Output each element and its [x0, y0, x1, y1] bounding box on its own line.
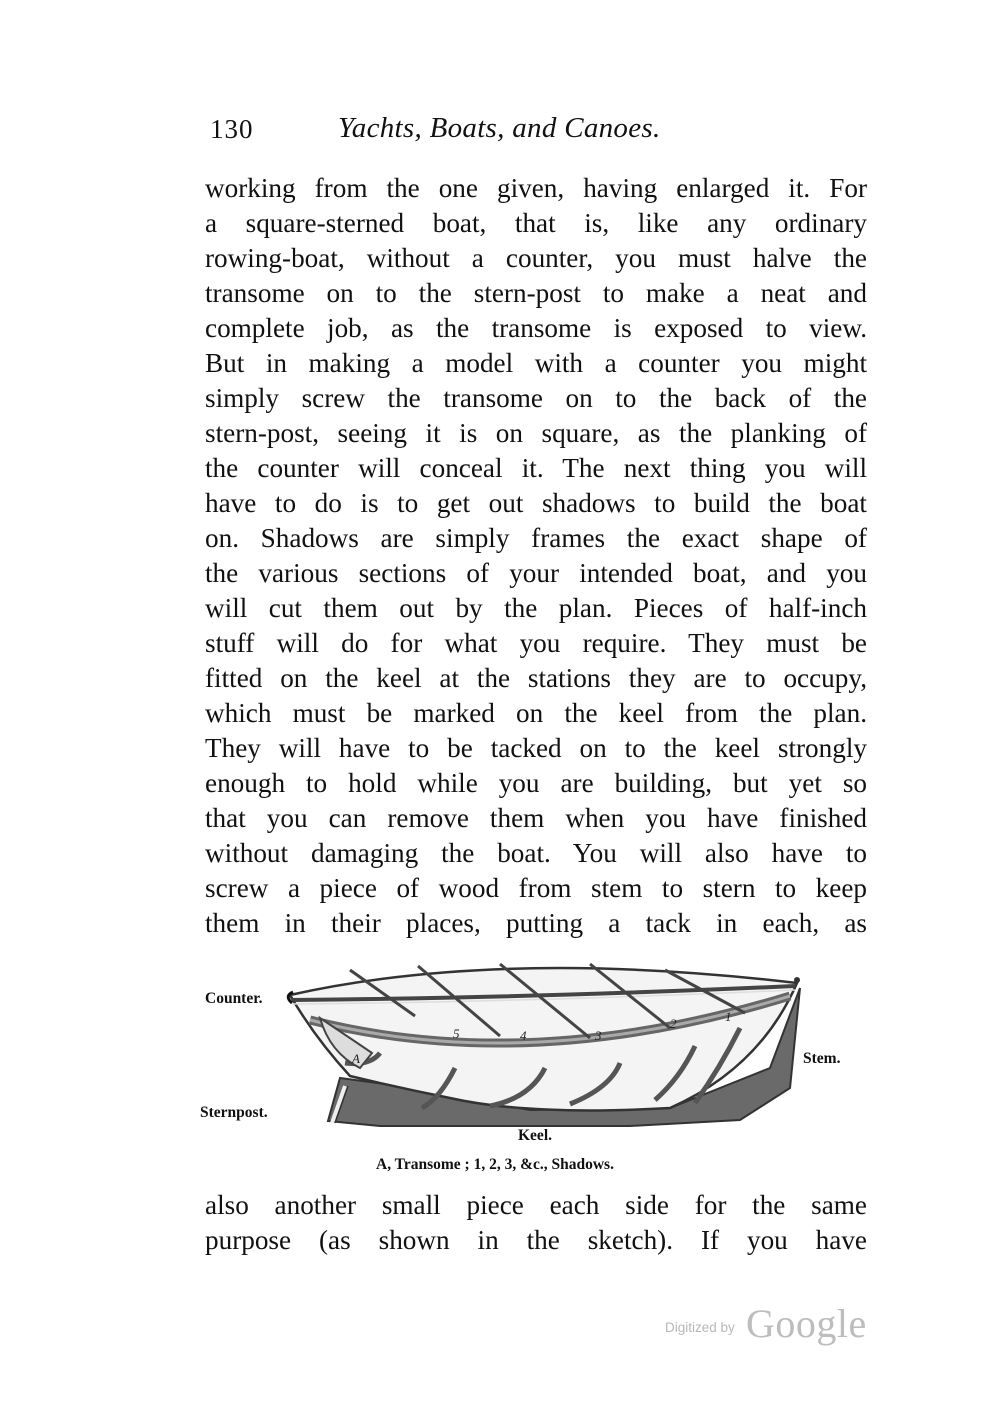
text-line: fitted on the keel at the stations they are to occupy,	[205, 663, 867, 693]
text-line: purpose (as shown in the sketch). If you have	[205, 1225, 867, 1255]
text-line: They will have to be tacked on to the keel strongly	[205, 733, 867, 763]
svg-text:5: 5	[453, 1026, 460, 1041]
text-line: have to do is to get out shadows to build the boat	[205, 488, 867, 518]
text-line: that you can remove them when you have finished	[205, 803, 867, 833]
text-line: the counter will conceal it. The next thing you will	[205, 453, 867, 483]
text-line: which must be marked on the keel from the plan.	[205, 698, 867, 728]
text-line: But in making a model with a counter you might	[205, 348, 867, 378]
svg-text:1: 1	[725, 1009, 732, 1024]
boat-hull-drawing	[200, 958, 880, 1180]
text-line: rowing-boat, without a counter, you must halve the	[205, 243, 867, 273]
label-stem: Stem.	[803, 1050, 841, 1067]
text-line: without damaging the boat. You will also have to	[205, 838, 867, 868]
text-line: complete job, as the transome is exposed to view.	[205, 313, 867, 343]
label-keel: Keel.	[518, 1127, 552, 1144]
svg-text:4: 4	[520, 1028, 527, 1043]
text-line: on. Shadows are simply frames the exact shape of	[205, 523, 867, 553]
text-line: also another small piece each side for the same	[205, 1190, 867, 1220]
text-line: transome on to the stern-post to make a neat and	[205, 278, 867, 308]
svg-text:2: 2	[670, 1016, 677, 1031]
text-line: a square-sterned boat, that is, like any ordinary	[205, 208, 867, 238]
watermark-prefix: Digitized by	[665, 1320, 735, 1335]
figure-caption: A, Transome ; 1, 2, 3, &c., Shadows.	[376, 1156, 614, 1173]
text-line: simply screw the transome on to the back of the	[205, 383, 867, 413]
boat-frame-illustration	[200, 958, 880, 1180]
transome-mark: A	[352, 1051, 360, 1066]
text-line: working from the one given, having enlarged it. For	[205, 173, 867, 203]
running-title: Yachts, Boats, and Canoes.	[338, 112, 661, 144]
text-line: stern-post, seeing it is on square, as the planking of	[205, 418, 867, 448]
label-counter: Counter.	[205, 990, 263, 1007]
page-number: 130	[210, 114, 254, 144]
text-line: enough to hold while you are building, but yet so	[205, 768, 867, 798]
label-sternpost: Sternpost.	[200, 1104, 268, 1121]
text-line: them in their places, putting a tack in each, as	[205, 908, 867, 938]
running-head	[208, 112, 868, 152]
text-line: the various sections of your intended boat, and you	[205, 558, 867, 588]
text-line: screw a piece of wood from stem to stern to keep	[205, 873, 867, 903]
google-logo-text: Google	[746, 1301, 867, 1346]
digitized-by-google-watermark	[662, 1300, 872, 1350]
svg-text:3: 3	[595, 1028, 602, 1043]
text-line: stuff will do for what you require. They must be	[205, 628, 867, 658]
text-line: will cut them out by the plan. Pieces of half-inch	[205, 593, 867, 623]
